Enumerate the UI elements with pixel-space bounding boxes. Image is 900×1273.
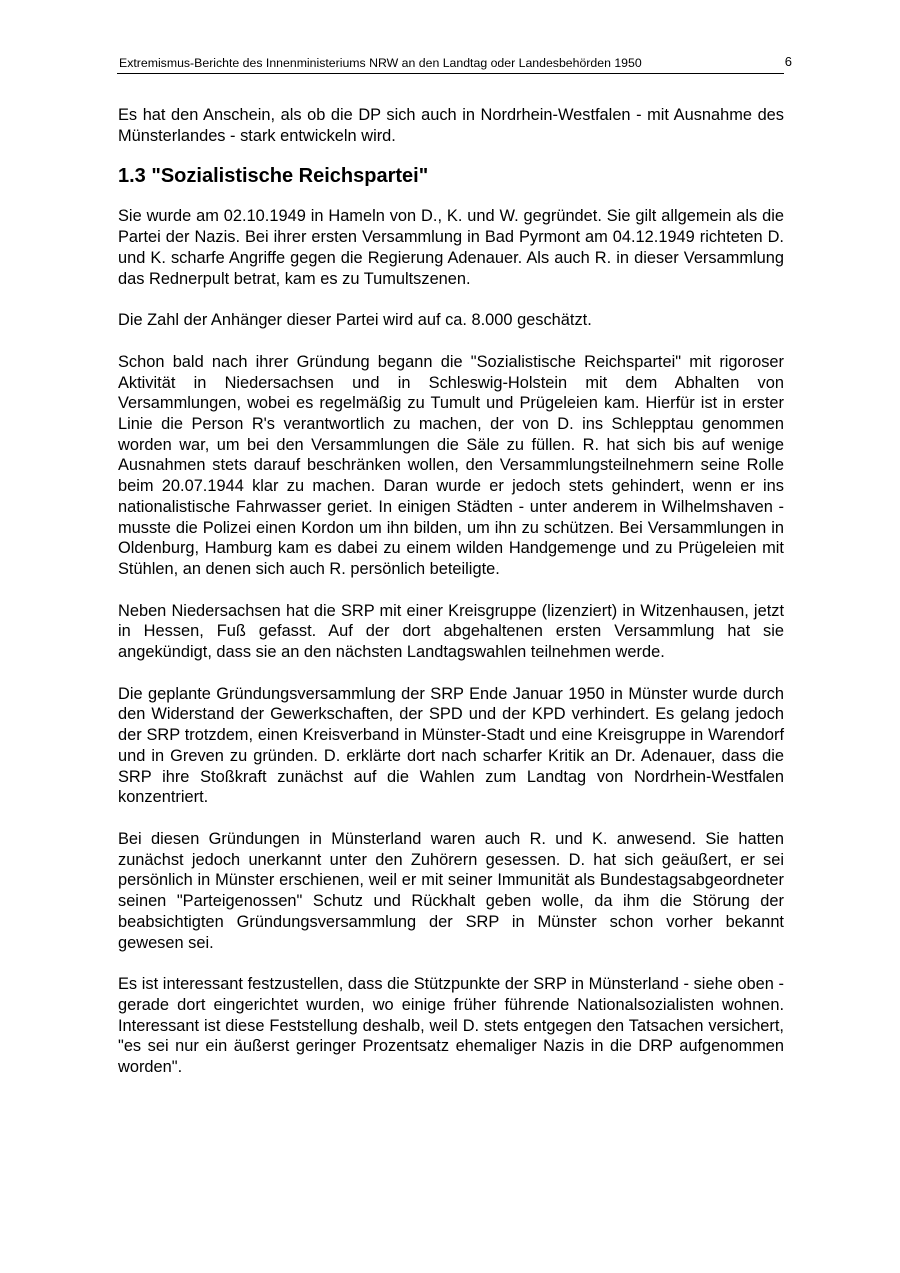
document-body	[118, 105, 784, 1099]
intro-paragraph: Es hat den Anschein, als ob die DP sich auch in Nordrhein-Westfalen - mit Ausnahme des Münsterlandes - stark entwickeln wird.	[118, 106, 784, 145]
paragraph: Die geplante Gründungsversammlung der SRP Ende Januar 1950 in Münster wurde durch den Widerstand der Gewerkschaften, der SPD und der KPD verhindert. Es gelang jedoch der SRP trotzdem, einen Kreisverband in Münster-Stadt und eine Kreisgruppe in Warendorf und in Greven zu gründen. D. erklärte dort nach scharfer Kritik an Dr. Adenauer, dass die SRP ihre Stoßkraft zunächst auf die Wahlen zum Landtag von Nordrhein-Westfalen konzentriert.	[118, 684, 784, 807]
paragraph: Neben Niedersachsen hat die SRP mit einer Kreisgruppe (lizenziert) in Witzenhausen, jetzt in Hessen, Fuß gefasst. Auf der dort abgehaltenen ersten Versammlung hat sie angekündigt, dass sie an den nächsten Landtagswahlen teilnehmen werde.	[118, 601, 784, 662]
header-title: Extremismus-Berichte des Innenministeriums NRW an den Landtag oder Landesbehörden 1950	[119, 56, 642, 70]
paragraph: Schon bald nach ihrer Gründung begann die "Sozialistische Reichspartei" mit rigoroser Aktivität in Niedersachsen und in Schleswig-Holstein mit dem Abhalten von Versammlungen, wobei es regelmäßig zu Tumult und Prügeleien kam. Hierfür ist in erster Linie die Person R's verantwortlich zu machen, der von D. ins Schlepptau genommen worden war, um bei den Versammlungen die Säle zu füllen. R. hat sich bis auf wenige Ausnahmen stets darauf beschränken wollen, den Versammlungsteilnehmern seine Rolle beim 20.07.1944 klar zu machen. Daran wurde er jedoch stets gehindert, wenn er ins nationalistische Fahrwasser geriet. In einigen Städten - unter anderem in Wilhelmshaven - musste die Polizei einen Kordon um ihn bilden, um ihn zu schützen. Bei Versammlungen in Oldenburg, Hamburg kam es dabei zu einem wilden Handgemenge und zu Prügeleien mit Stühlen, an denen sich auch R. persönlich beteiligte.	[118, 352, 784, 578]
paragraph: Die Zahl der Anhänger dieser Partei wird auf ca. 8.000 geschätzt.	[118, 311, 592, 330]
page-number: 6	[784, 54, 792, 69]
page-header	[117, 53, 792, 74]
paragraph: Sie wurde am 02.10.1949 in Hameln von D., K. und W. gegründet. Sie gilt allgemein als die Partei der Nazis. Bei ihrer ersten Versammlung in Bad Pyrmont am 04.12.1949 richteten D. und K. scharfe Angriffe gegen die Regierung Adenauer. Als auch R. in dieser Versammlung das Rednerpult betrat, kam es zu Tumultszenen.	[118, 207, 784, 288]
paragraph: Bei diesen Gründungen in Münsterland waren auch R. und K. anwesend. Sie hatten zunächst jedoch unerkannt unter den Zuhörern gesessen. D. hat sich geäußert, er sei persönlich in Münster erschienen, weil er mit seiner Immunität als Bundestagsabgeordneter seinen "Parteigenossen" Schutz und Rückhalt geben wolle, da ihm die Störung der beabsichtigten Gründungsversammlung der SRP in Münster schon vorher bekannt gewesen sei.	[118, 829, 784, 952]
paragraph: Es ist interessant festzustellen, dass die Stützpunkte der SRP in Münsterland - siehe oben - gerade dort eingerichtet wurden, wo einige früher führende Nationalsozialisten wohnen. Interessant ist diese Feststellung deshalb, weil D. stets entgegen den Tatsachen versichert, "es sei nur ein äußerst geringer Prozentsatz ehemaliger Nazis in die DRP aufgenommen worden".	[118, 975, 784, 1077]
section-heading: 1.3 "Sozialistische Reichspartei"	[118, 165, 429, 188]
